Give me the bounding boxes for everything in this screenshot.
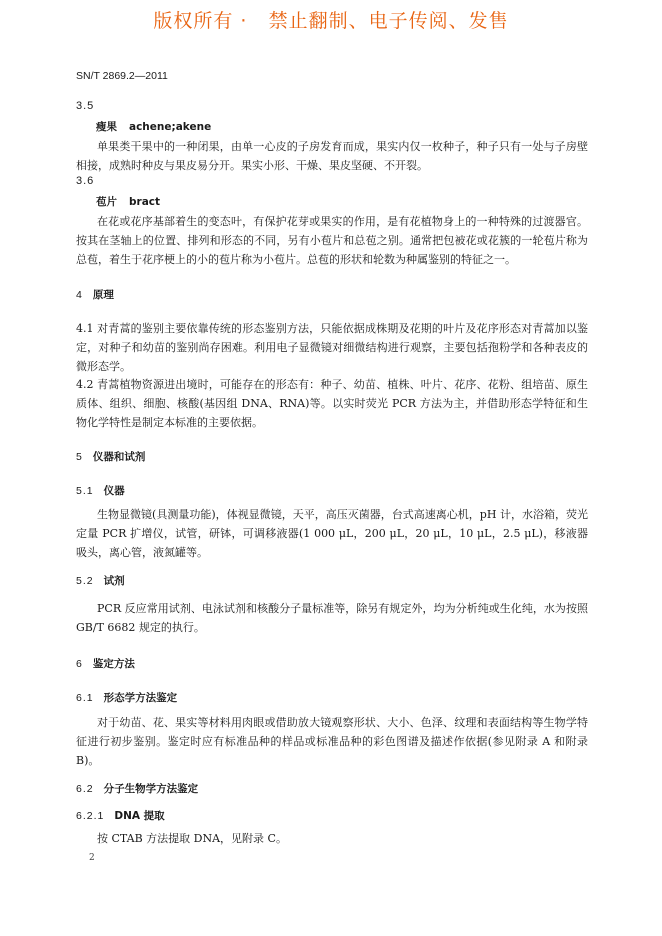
subsection-title: 试剂 [103, 575, 125, 587]
definition-bract: 在花或花序基部着生的变态叶，有保护花芽或果实的作用，是有花植物身上的一种特殊的过渡器官。按其在茎轴上的位置、排列和形态的不同，另有小苞片和总苞之别。通常把包被花或花簇的一轮苞片称为总苞，着生于花序梗上的小的苞片称为小苞片。总苞的形状和轮数为种属鉴别的特征之一。 [76, 215, 588, 266]
paragraph-4-2: 4.2 青蒿植物资源进出境时，可能存在的形态有：种子、幼苗、植株、叶片、花序、花粉、组培苗、原生质体、组织、细胞、核酸(基因组 DNA、RNA)等。以实时荧光 PCR 方法为主，并借助形态学特征和生物化学特性是制定本标准的主要依据。 [76, 378, 588, 429]
subsection-number: 5.2 [76, 575, 94, 587]
copyright-banner: 版权所有 · 禁止翻制、电子传阅、发售 [153, 10, 509, 32]
subsection-heading-5-1 [76, 483, 125, 498]
section-number: 4 [76, 289, 83, 301]
section-number: 6 [76, 658, 83, 670]
subsection-title: 仪器 [103, 485, 125, 497]
subsection-number: 6.2 [76, 783, 94, 795]
subsection-heading-6-1 [76, 690, 177, 705]
subsection-number: 6.1 [76, 692, 94, 704]
paragraph-6-2-1: 按 CTAB 方法提取 DNA，见附录 C。 [97, 832, 287, 845]
section-title: 原理 [92, 289, 114, 301]
subsection-title: DNA 提取 [114, 810, 165, 822]
definition-achene: 单果类干果中的一种闭果，由单一心皮的子房发育而成，果实内仅一枚种子，种子只有一处与子房壁相接，成熟时种皮与果皮易分开。果实小形、干燥、果皮坚硬、不开裂。 [76, 140, 588, 172]
subsection-title: 分子生物学方法鉴定 [103, 783, 199, 795]
paragraph-5-2: PCR 反应常用试剂、电泳试剂和核酸分子量标准等，除另有规定外，均为分析纯或生化纯，水为按照 GB/T 6682 规定的执行。 [76, 602, 588, 634]
subsection-number: 6.2.1 [76, 810, 105, 822]
term-bract [96, 194, 160, 209]
subsection-heading-5-2 [76, 573, 125, 588]
subsection-heading-6-2 [76, 781, 198, 796]
paragraph-6-1: 对于幼苗、花、果实等材料用肉眼或借助放大镜观察形状、大小、色泽、纹理和表面结构等生物学特征进行初步鉴别。鉴定时应有标准品种的样品或标准品种的彩色图谱及描述作依据(参见附录 A 和附录 B)。 [76, 716, 588, 767]
standard-code: SN/T 2869.2—2011 [76, 70, 168, 82]
section-number: 5 [76, 451, 83, 463]
section-title: 仪器和试剂 [92, 451, 146, 463]
term-cn: 瘦果 [96, 121, 117, 133]
subsection-heading-6-2-1 [76, 808, 165, 823]
subsection-number: 5.1 [76, 485, 94, 497]
section-heading-4 [76, 287, 114, 302]
term-en: bract [129, 196, 161, 208]
clause-number-3-6: 3.6 [76, 175, 95, 187]
paragraph-4-1: 4.1 对青蒿的鉴别主要依靠传统的形态鉴别方法，只能依据成株期及花期的叶片及花序形态对青蒿加以鉴定，对种子和幼苗的鉴别尚存困难。利用电子显微镜对细微结构进行观察，主要包括孢粉学和各种表皮的微形态学。 [76, 322, 588, 373]
paragraph-5-1: 生物显微镜(具测量功能)，体视显微镜，天平，高压灭菌器，台式高速离心机，pH 计，水浴箱，荧光定量 PCR 扩增仪，试管，研钵，可调移液器(1 000 μL，200 μL，20 μL，10 μL，2.5 μL)，移液器吸头，离心管，液氮罐等。 [76, 508, 588, 559]
section-title: 鉴定方法 [92, 658, 135, 670]
page-number: 2 [89, 853, 95, 863]
clause-number-3-5: 3.5 [76, 100, 95, 112]
section-heading-5 [76, 449, 145, 464]
term-cn: 苞片 [96, 196, 117, 208]
section-heading-6 [76, 656, 135, 671]
term-en: achene;akene [129, 121, 212, 133]
term-achene [96, 119, 211, 134]
subsection-title: 形态学方法鉴定 [103, 692, 178, 704]
